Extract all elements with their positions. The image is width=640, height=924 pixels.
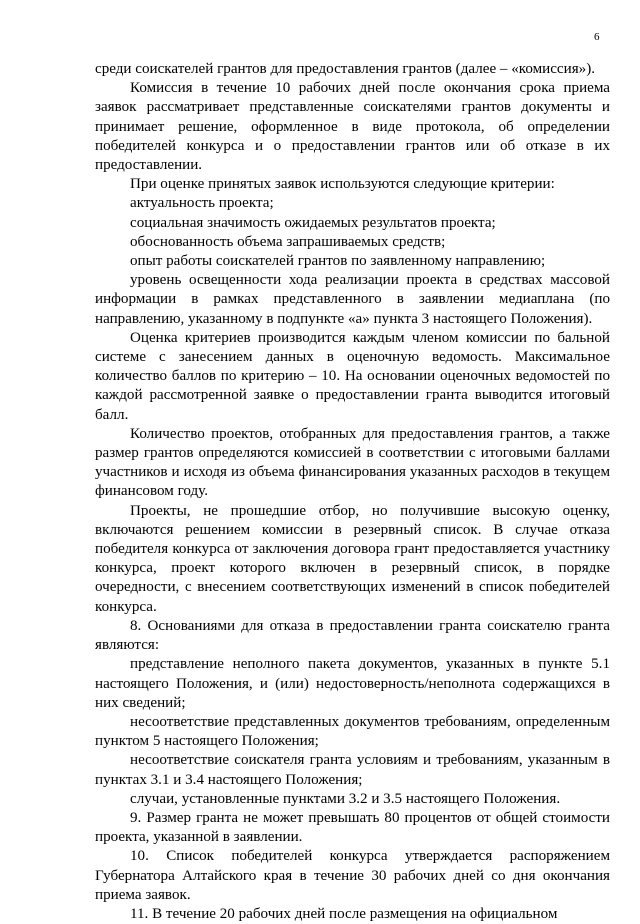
paragraph-winners-list: 10. Список победителей конкурса утверждается распоряжением Губернатора Алтайского края в течение 30 рабочих дней со дня окончания приема заявок. bbox=[95, 848, 610, 903]
paragraph-commission-continuation: среди соискателей грантов для предоставления грантов (далее – «комиссия»). bbox=[95, 61, 596, 77]
paragraph-refusal-grounds: 8. Основаниями для отказа в предоставлении гранта соискателю гранта являются: bbox=[95, 617, 610, 654]
refusal-ground-applicant-mismatch: несоответствие соискателя гранта условиям и требованиям, указанным в пунктах 3.1 и 3.4 настоящего Положения; bbox=[95, 752, 610, 788]
criterion-social-significance: социальная значимость ожидаемых результатов проекта; bbox=[130, 214, 496, 231]
refusal-ground-established-cases: случаи, установленные пунктами 3.2 и 3.5 настоящего Положения. bbox=[130, 790, 561, 807]
refusal-ground-docs-mismatch: несоответствие представленных документов требованиям, определенным пунктом 5 настоящего Положения; bbox=[95, 713, 610, 750]
paragraph-publication: 11. В течение 20 рабочих дней после размещения на официальном bbox=[130, 905, 558, 922]
paragraph-commission-review: Комиссия в течение 10 рабочих дней после окончания срока приема заявок рассматривает представленные соискателями грантов документы и принимает решение, оформленное в виде протокола, об определении победителей конкурса и о предоставлении грантов или об отказе в их предоставлении. bbox=[95, 80, 610, 174]
page-number: 6 bbox=[594, 31, 600, 43]
criterion-relevance: актуальность проекта; bbox=[130, 195, 274, 212]
criterion-funding-justification: обоснованность объема запрашиваемых средств; bbox=[130, 233, 446, 250]
paragraph-grant-count: Количество проектов, отобранных для предоставления грантов, а также размер грантов определяются комиссией в соответствии с итоговыми баллами участников и исходя из объема финансирования указанных расходов в текущем финансовом году. bbox=[95, 425, 610, 500]
paragraph-scoring: Оценка критериев производится каждым членом комиссии по бальной системе с занесением данных в оценочную ведомость. Максимальное количество баллов по критерию – 10. На основании оценочных ведомостей по каждой рассмотренной заявке о предоставлении гранта выводится итоговый балл. bbox=[95, 329, 610, 423]
criterion-experience: опыт работы соискателей грантов по заявленному направлению; bbox=[130, 253, 546, 270]
document-body bbox=[95, 60, 610, 924]
paragraph-reserve-list: Проекты, не прошедшие отбор, но получившие высокую оценку, включаются решением комиссии в резервный список. В случае отказа победителя конкурса от заключения договора грант предоставляется участнику конкурса, проект которого включен в резервный список, в порядке очередности, с внесением соответствующих изменений в список победителей конкурса. bbox=[95, 502, 610, 615]
refusal-ground-incomplete-docs: представление неполного пакета документов, указанных в пункте 5.1 настоящего Положения, и (или) недостоверность/неполнота содержащихся в них сведений; bbox=[95, 656, 610, 711]
criterion-media-coverage: уровень освещенности хода реализации проекта в средствах массовой информации в рамках представленного в заявлении медиаплана (по направлению, указанному в подпункте «а» пункта 3 настоящего Положения). bbox=[95, 272, 610, 327]
paragraph-grant-size: 9. Размер гранта не может превышать 80 процентов от общей стоимости проекта, указанной в заявлении. bbox=[95, 809, 610, 846]
paragraph-criteria-intro: При оценке принятых заявок используются следующие критерии: bbox=[130, 176, 555, 193]
